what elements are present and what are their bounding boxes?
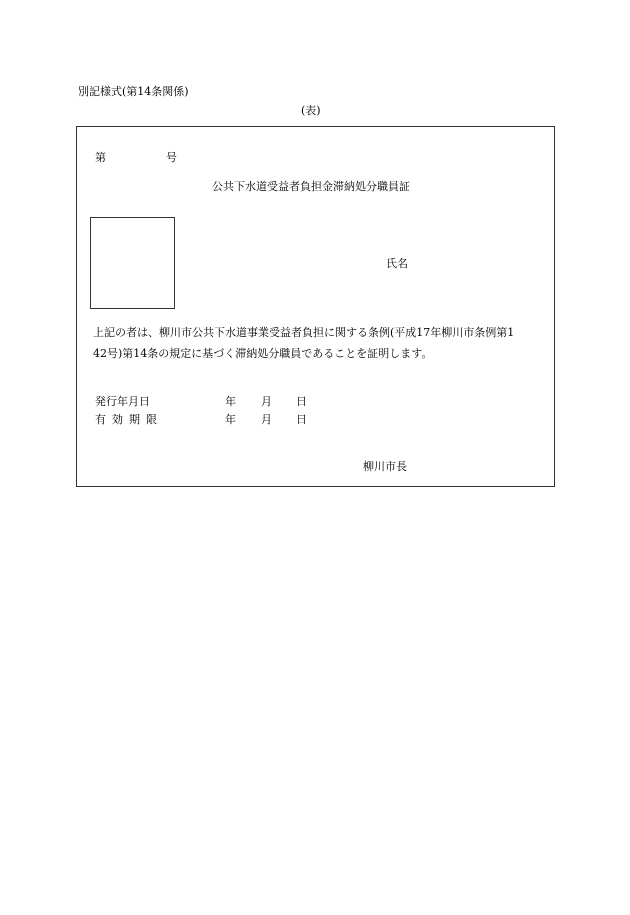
- issuer-name: 柳川市長: [363, 460, 407, 473]
- certification-text: [93, 322, 549, 364]
- card-number-suffix: 号: [166, 151, 177, 164]
- expiry-label: 有効期限: [95, 413, 163, 426]
- name-label: 氏名: [386, 257, 408, 270]
- side-label: (表): [301, 104, 321, 117]
- form-caption: 別記様式(第14条関係): [78, 85, 189, 98]
- certification-line-1: 上記の者は、柳川市公共下水道事業受益者負担に関する条例(平成17年柳川市条例第1: [93, 326, 515, 339]
- photo-box: [90, 217, 175, 309]
- issue-month-label: 月: [261, 395, 272, 408]
- issue-day-label: 日: [296, 395, 307, 408]
- card-number-prefix: 第: [95, 151, 106, 164]
- expiry-year-label: 年: [225, 413, 236, 426]
- card-title: 公共下水道受益者負担金滞納処分職員証: [212, 180, 410, 193]
- expiry-month-label: 月: [261, 413, 272, 426]
- expiry-day-label: 日: [296, 413, 307, 426]
- issue-date-label: 発行年月日: [95, 395, 150, 408]
- issue-year-label: 年: [225, 395, 236, 408]
- certification-line-2: 42号)第14条の規定に基づく滞納処分職員であることを証明します。: [93, 347, 433, 360]
